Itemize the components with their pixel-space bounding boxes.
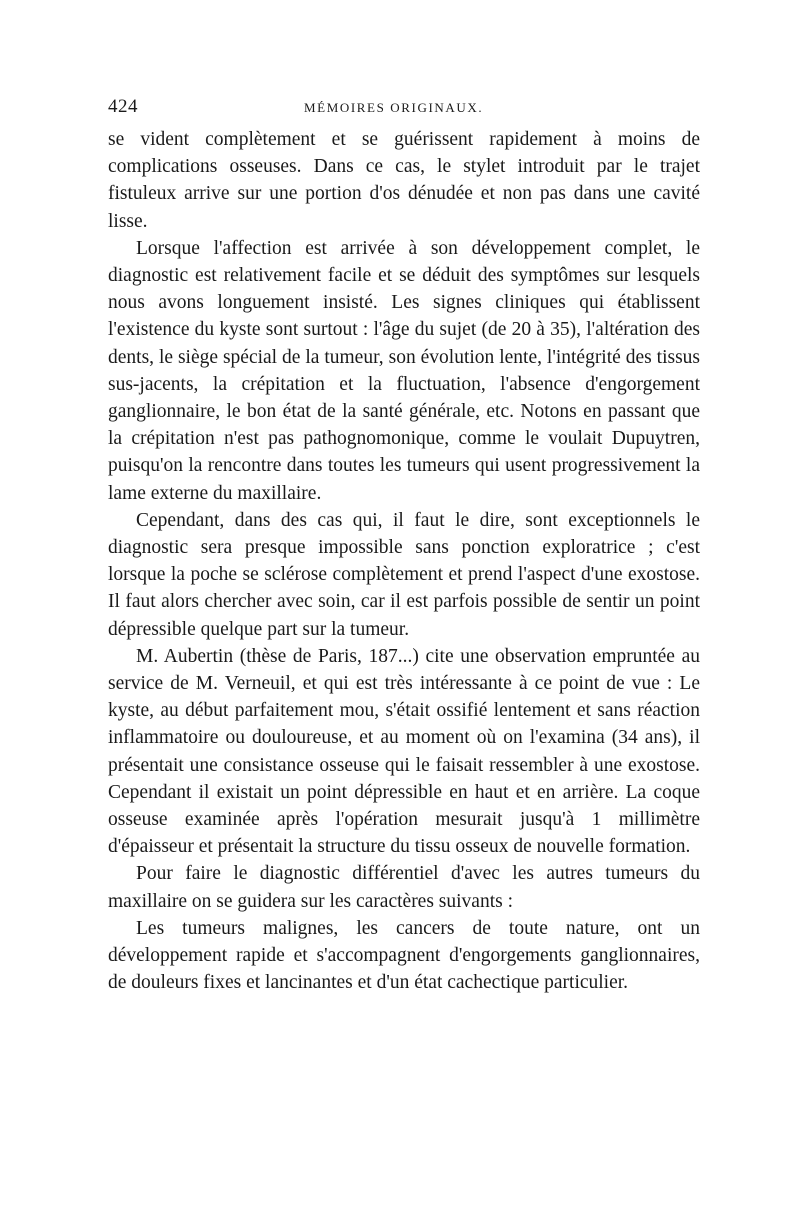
book-page: [108, 92, 700, 997]
page-number: 424: [108, 96, 138, 117]
body-text: [108, 126, 700, 997]
paragraph-continuation: se vident complètement et se guérissent rapidement à moins de complications osseuses. Dans ce cas, le stylet introduit par le trajet fistuleux arrive sur une portion d'os dénudée et non pas dans une cavité lisse.: [108, 129, 700, 232]
page-header: [108, 92, 700, 122]
paragraph-differential-intro: Pour faire le diagnostic différentiel d'avec les autres tumeurs du maxillaire on se guidera sur les caractères suivants :: [108, 863, 700, 912]
paragraph-malignant-tumors: Les tumeurs malignes, les cancers de toute nature, ont un développement rapide et s'accompagnent d'engorgements ganglionnaires, de douleurs fixes et lancinantes et d'un état cachectique particulier.: [108, 917, 700, 994]
running-head: MÉMOIRES ORIGINAUX.: [304, 100, 484, 115]
paragraph-diagnosis: Lorsque l'affection est arrivée à son développement complet, le diagnostic est relativement facile et se déduit des symptômes sur lesquels nous avons longuement insisté. Les signes cliniques qui établissent l'existence du kyste sont surtout : l'âge du sujet (de 20 à 35), l'altération des dents, le siège spécial de la tumeur, son évolution lente, l'intégrité des tissus sus-jacents, la crépitation et la fluctuation, l'absence d'engorgement ganglionnaire, le bon état de la santé générale, etc. Notons en passant que la crépitation n'est pas pathognomonique, comme le voulait Dupuytren, puisqu'on la rencontre dans toutes les tumeurs qui usent progressivement la lame externe du maxillaire.: [108, 237, 700, 504]
paragraph-aubertin-case: M. Aubertin (thèse de Paris, 187...) cite une observation empruntée au service de M. Verneuil, et qui est très intéressante à ce point de vue : Le kyste, au début parfaitement mou, s'était ossifié lentement et sans réaction inflammatoire ou douloureuse, et au moment où on l'examina (34 ans), il présentait une consistance osseuse qui le faisait ressembler à une exostose. Cependant il existait un point dépressible en haut et en arrière. La coque osseuse examinée après l'opération mesurait jusqu'à 1 millimètre d'épaisseur et présentait la structure du tissu osseux de nouvelle formation.: [108, 645, 700, 858]
paragraph-exceptions: Cependant, dans des cas qui, il faut le dire, sont exceptionnels le diagnostic sera presque impossible sans ponction exploratrice ; c'est lorsque la poche se sclérose complètement et prend l'aspect d'une exostose. Il faut alors chercher avec soin, car il est parfois possible de sentir un point dépressible quelque part sur la tumeur.: [108, 509, 700, 640]
